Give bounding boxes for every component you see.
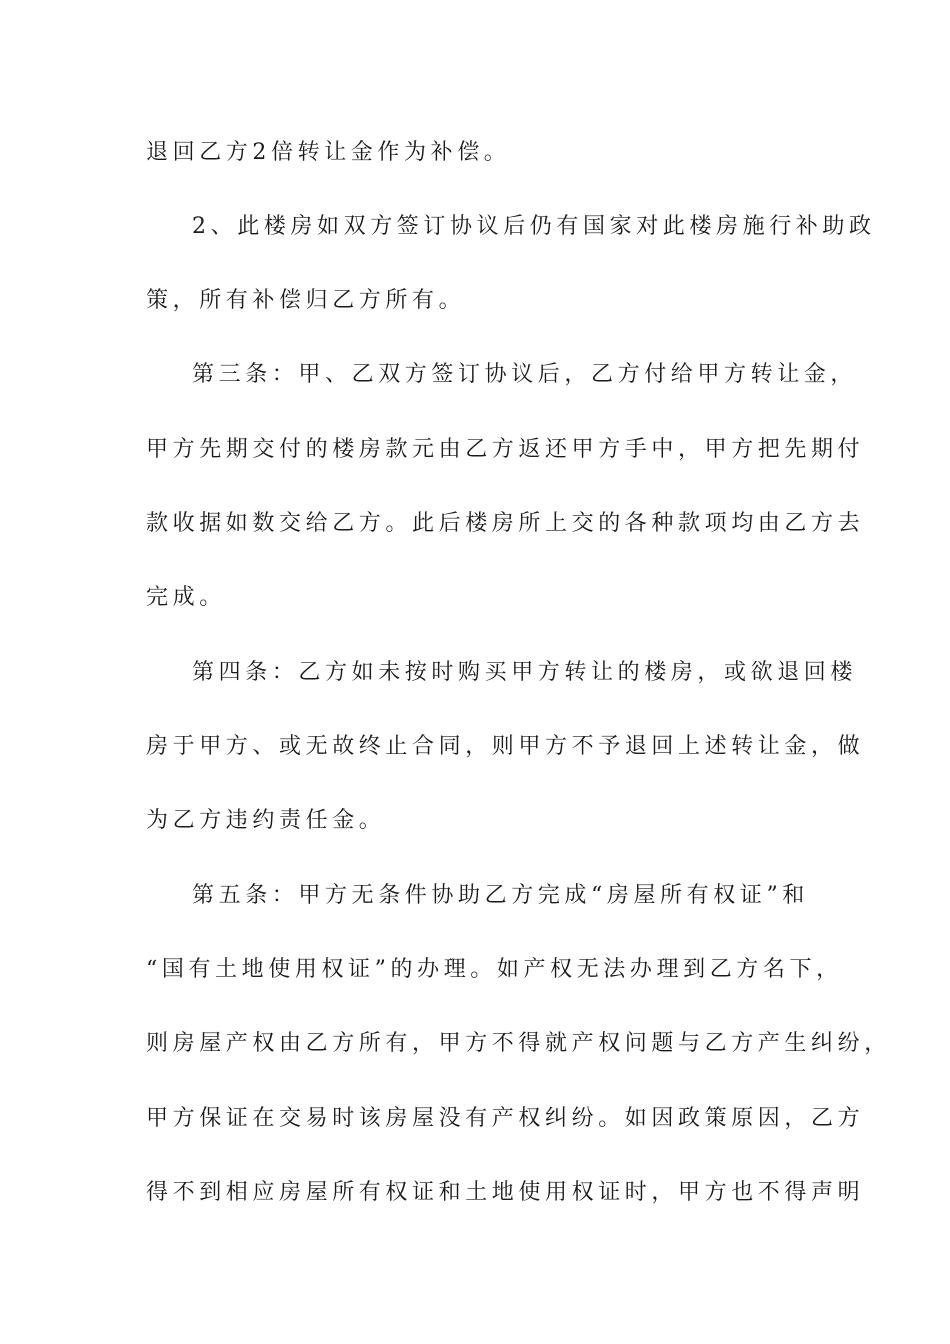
text-line: 甲方先期交付的楼房款元由乙方返还甲方手中，甲方把先期付 (146, 437, 865, 462)
text-line: 得不到相应房屋所有权证和土地使用权证时，甲方也不得声明 (146, 1180, 865, 1205)
text-line: 退回乙方2倍转让金作为补偿。 (146, 140, 511, 165)
article-5-heading-line: 第五条：甲方无条件协助乙方完成“房屋所有权证”和 (192, 883, 809, 908)
text-line: 房于甲方、或无故终止合同，则甲方不予退回上述转让金，做 (146, 734, 865, 759)
article-4-heading-line: 第四条：乙方如未按时购买甲方转让的楼房，或欲退回楼 (192, 660, 858, 685)
article-3-heading-line: 第三条：甲、乙双方签订协议后，乙方付给甲方转让金， (192, 362, 858, 387)
text-line: 为乙方违约责任金。 (146, 808, 386, 833)
text-line: 策，所有补偿归乙方所有。 (146, 288, 466, 313)
text-line: 款收据如数交给乙方。此后楼房所上交的各种款项均由乙方去 (146, 511, 865, 536)
text-line: 则房屋产权由乙方所有，甲方不得就产权问题与乙方产生纠纷， (146, 1031, 891, 1056)
text-line: 完成。 (146, 585, 226, 610)
text-line: “国有土地使用权证”的办理。如产权无法办理到乙方名下， (146, 957, 843, 982)
paragraph-start-line: 2、此楼房如双方签订协议后仍有国家对此楼房施行补助政 (192, 214, 876, 239)
text-line: 甲方保证在交易时该房屋没有产权纠纷。如因政策原因，乙方 (146, 1106, 865, 1131)
